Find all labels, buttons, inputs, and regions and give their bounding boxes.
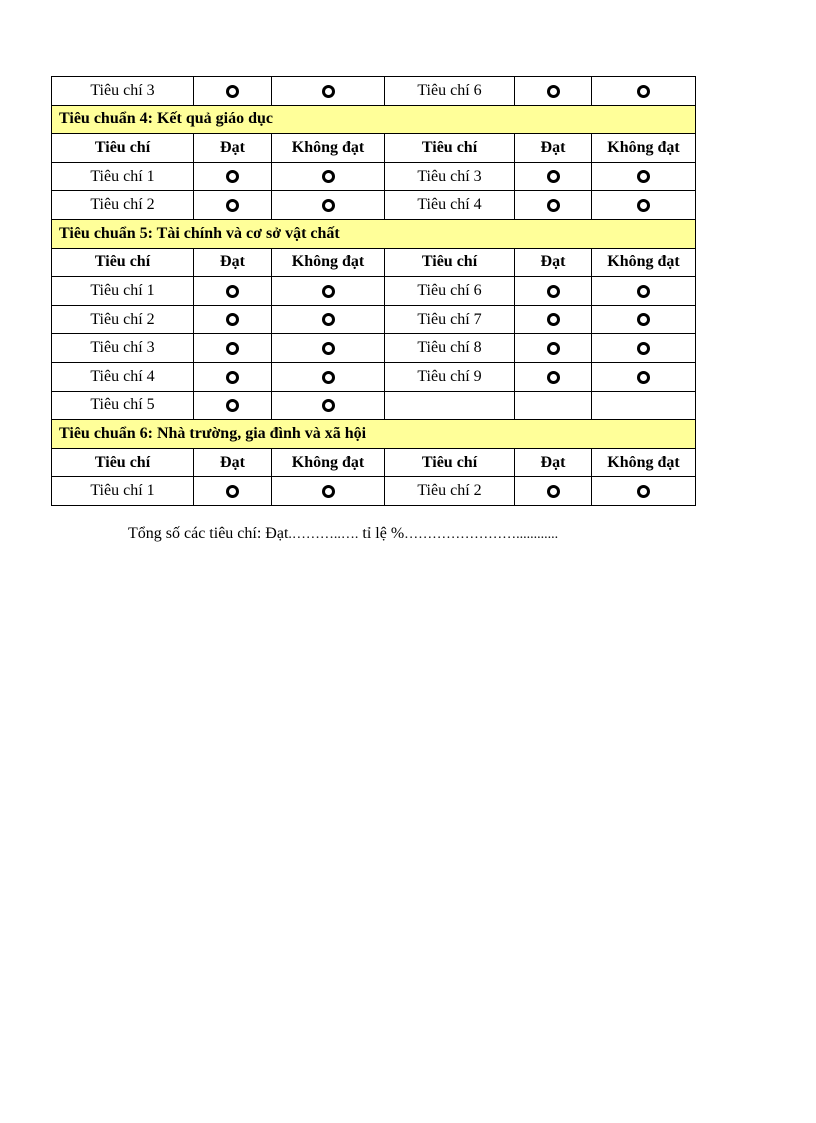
column-header-pass: Đạt bbox=[194, 448, 272, 477]
section-title: Tiêu chuẩn 4: Kết quả giáo dục bbox=[52, 105, 696, 134]
column-header-criterion: Tiêu chí bbox=[385, 248, 515, 277]
fail-radio-icon[interactable] bbox=[637, 342, 650, 355]
criterion-cell: Tiêu chí 1 bbox=[52, 162, 194, 191]
column-header-fail: Không đạt bbox=[272, 448, 385, 477]
column-header-pass: Đạt bbox=[515, 134, 592, 163]
fail-cell bbox=[592, 477, 696, 506]
pass-cell bbox=[515, 305, 592, 334]
fail-radio-icon[interactable] bbox=[637, 85, 650, 98]
fail-radio-icon[interactable] bbox=[322, 170, 335, 183]
table-row bbox=[52, 162, 696, 191]
section-header-standard-5 bbox=[52, 219, 696, 248]
criterion-cell: Tiêu chí 1 bbox=[52, 277, 194, 306]
column-header-criterion: Tiêu chí bbox=[52, 134, 194, 163]
pass-radio-icon[interactable] bbox=[226, 199, 239, 212]
pass-radio-icon[interactable] bbox=[226, 399, 239, 412]
criterion-cell: Tiêu chí 3 bbox=[52, 334, 194, 363]
column-header-pass: Đạt bbox=[515, 448, 592, 477]
fail-radio-icon[interactable] bbox=[637, 371, 650, 384]
criterion-cell: Tiêu chí 2 bbox=[385, 477, 515, 506]
fail-radio-icon[interactable] bbox=[637, 485, 650, 498]
fail-radio-icon[interactable] bbox=[322, 485, 335, 498]
pass-cell bbox=[194, 477, 272, 506]
table-row bbox=[52, 334, 696, 363]
column-header-criterion: Tiêu chí bbox=[52, 248, 194, 277]
column-header-row bbox=[52, 248, 696, 277]
fail-cell bbox=[592, 77, 696, 106]
criterion-cell: Tiêu chí 6 bbox=[385, 77, 515, 106]
pass-radio-icon[interactable] bbox=[547, 85, 560, 98]
pass-cell bbox=[194, 334, 272, 363]
fail-radio-icon[interactable] bbox=[637, 170, 650, 183]
section-header-standard-4 bbox=[52, 105, 696, 134]
fail-cell bbox=[272, 305, 385, 334]
fail-cell bbox=[272, 77, 385, 106]
pass-cell bbox=[515, 191, 592, 220]
section-title: Tiêu chuẩn 5: Tài chính và cơ sở vật chất bbox=[52, 219, 696, 248]
pass-cell bbox=[515, 477, 592, 506]
column-header-pass: Đạt bbox=[194, 134, 272, 163]
pass-radio-icon[interactable] bbox=[547, 313, 560, 326]
pass-radio-icon[interactable] bbox=[226, 371, 239, 384]
fail-cell bbox=[272, 334, 385, 363]
fail-cell bbox=[592, 277, 696, 306]
fail-cell bbox=[592, 191, 696, 220]
criterion-cell: Tiêu chí 4 bbox=[385, 191, 515, 220]
fail-cell bbox=[272, 391, 385, 420]
fail-cell bbox=[592, 362, 696, 391]
pass-radio-icon[interactable] bbox=[226, 85, 239, 98]
fail-cell bbox=[592, 305, 696, 334]
fail-cell bbox=[272, 277, 385, 306]
pass-radio-icon[interactable] bbox=[547, 199, 560, 212]
section-header-standard-6 bbox=[52, 420, 696, 449]
fail-radio-icon[interactable] bbox=[322, 399, 335, 412]
fail-cell bbox=[592, 334, 696, 363]
criterion-cell: Tiêu chí 5 bbox=[52, 391, 194, 420]
pass-cell bbox=[194, 362, 272, 391]
criterion-cell: Tiêu chí 3 bbox=[52, 77, 194, 106]
column-header-row bbox=[52, 448, 696, 477]
pass-cell bbox=[194, 305, 272, 334]
pass-radio-icon[interactable] bbox=[226, 170, 239, 183]
empty-cell bbox=[515, 391, 592, 420]
column-header-fail: Không đạt bbox=[592, 448, 696, 477]
criterion-cell: Tiêu chí 2 bbox=[52, 305, 194, 334]
fail-radio-icon[interactable] bbox=[322, 371, 335, 384]
criterion-cell: Tiêu chí 1 bbox=[52, 477, 194, 506]
rate-blank[interactable]: ……………………............ bbox=[404, 527, 559, 542]
pass-count-blank[interactable]: .………..…. bbox=[288, 527, 359, 542]
fail-radio-icon[interactable] bbox=[322, 342, 335, 355]
pass-cell bbox=[194, 77, 272, 106]
rate-label: tỉ lệ % bbox=[358, 525, 405, 542]
table-row bbox=[52, 362, 696, 391]
column-header-row bbox=[52, 134, 696, 163]
pass-radio-icon[interactable] bbox=[226, 313, 239, 326]
empty-cell bbox=[592, 391, 696, 420]
table-row bbox=[52, 77, 696, 106]
pass-cell bbox=[515, 162, 592, 191]
fail-cell bbox=[272, 191, 385, 220]
pass-radio-icon[interactable] bbox=[226, 285, 239, 298]
pass-radio-icon[interactable] bbox=[226, 485, 239, 498]
fail-radio-icon[interactable] bbox=[637, 313, 650, 326]
column-header-pass: Đạt bbox=[194, 248, 272, 277]
fail-radio-icon[interactable] bbox=[637, 199, 650, 212]
criterion-cell: Tiêu chí 7 bbox=[385, 305, 515, 334]
table-row bbox=[52, 305, 696, 334]
fail-cell bbox=[592, 162, 696, 191]
section-title: Tiêu chuẩn 6: Nhà trường, gia đình và xã hội bbox=[52, 420, 696, 449]
pass-radio-icon[interactable] bbox=[547, 342, 560, 355]
pass-cell bbox=[194, 191, 272, 220]
pass-radio-icon[interactable] bbox=[547, 285, 560, 298]
empty-cell bbox=[385, 391, 515, 420]
fail-radio-icon[interactable] bbox=[322, 85, 335, 98]
pass-cell bbox=[515, 77, 592, 106]
fail-radio-icon[interactable] bbox=[322, 285, 335, 298]
fail-radio-icon[interactable] bbox=[637, 285, 650, 298]
pass-cell bbox=[515, 334, 592, 363]
pass-radio-icon[interactable] bbox=[547, 371, 560, 384]
criterion-cell: Tiêu chí 4 bbox=[52, 362, 194, 391]
column-header-fail: Không đạt bbox=[592, 134, 696, 163]
criterion-cell: Tiêu chí 3 bbox=[385, 162, 515, 191]
criterion-cell: Tiêu chí 8 bbox=[385, 334, 515, 363]
column-header-fail: Không đạt bbox=[592, 248, 696, 277]
table-row bbox=[52, 277, 696, 306]
column-header-fail: Không đạt bbox=[272, 134, 385, 163]
summary-line bbox=[128, 525, 558, 543]
pass-radio-icon[interactable] bbox=[226, 342, 239, 355]
pass-cell bbox=[515, 277, 592, 306]
fail-cell bbox=[272, 162, 385, 191]
summary-label: Tổng số các tiêu chí: Đạt bbox=[128, 525, 289, 542]
criterion-cell: Tiêu chí 2 bbox=[52, 191, 194, 220]
pass-cell bbox=[194, 277, 272, 306]
column-header-pass: Đạt bbox=[515, 248, 592, 277]
table-row bbox=[52, 191, 696, 220]
table-row bbox=[52, 391, 696, 420]
pass-cell bbox=[194, 162, 272, 191]
pass-radio-icon[interactable] bbox=[547, 170, 560, 183]
column-header-criterion: Tiêu chí bbox=[385, 134, 515, 163]
column-header-fail: Không đạt bbox=[272, 248, 385, 277]
pass-radio-icon[interactable] bbox=[547, 485, 560, 498]
column-header-criterion: Tiêu chí bbox=[385, 448, 515, 477]
pass-cell bbox=[515, 362, 592, 391]
fail-radio-icon[interactable] bbox=[322, 199, 335, 212]
pass-cell bbox=[194, 391, 272, 420]
fail-cell bbox=[272, 477, 385, 506]
column-header-criterion: Tiêu chí bbox=[52, 448, 194, 477]
criterion-cell: Tiêu chí 9 bbox=[385, 362, 515, 391]
evaluation-table bbox=[51, 76, 696, 506]
table-row bbox=[52, 477, 696, 506]
criterion-cell: Tiêu chí 6 bbox=[385, 277, 515, 306]
fail-cell bbox=[272, 362, 385, 391]
fail-radio-icon[interactable] bbox=[322, 313, 335, 326]
